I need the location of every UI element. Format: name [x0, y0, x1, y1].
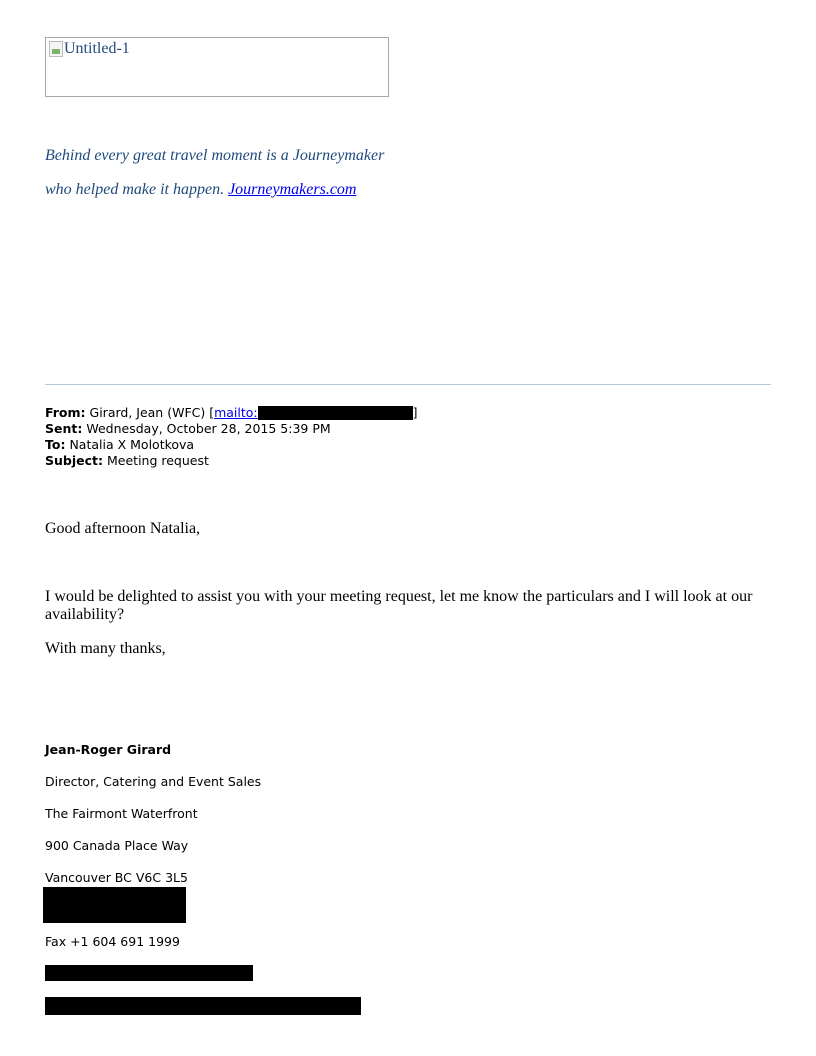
signature-fax: Fax +1 604 691 1999	[45, 934, 180, 949]
to-row	[45, 437, 418, 453]
closing: With many thanks,	[45, 640, 166, 657]
to-label: To:	[45, 437, 66, 452]
broken-image-icon	[49, 41, 63, 57]
subject-row	[45, 453, 418, 469]
signature-title: Director, Catering and Event Sales	[45, 774, 262, 789]
email-header	[45, 405, 418, 469]
banner-image-alt-text: Untitled-1	[64, 40, 130, 57]
signature-street: 900 Canada Place Way	[45, 838, 189, 853]
redacted-email	[258, 406, 413, 420]
sent-label: Sent:	[45, 421, 83, 436]
subject-value: Meeting request	[107, 453, 209, 468]
banner-image	[45, 37, 389, 97]
journeymakers-link[interactable]: Journeymakers.com	[228, 181, 357, 198]
tagline-line-1	[45, 147, 384, 165]
redacted-line-2	[45, 997, 361, 1015]
signature-name: Jean-Roger Girard	[45, 742, 172, 757]
tagline-text-2: who helped make it happen.	[45, 181, 225, 198]
redacted-line-1	[45, 965, 253, 981]
signature-city: Vancouver BC V6C 3L5	[45, 870, 188, 885]
mailto-link[interactable]: mailto:	[214, 405, 258, 420]
from-label: From:	[45, 405, 86, 420]
sent-value: Wednesday, October 28, 2015 5:39 PM	[86, 421, 331, 436]
from-row	[45, 405, 418, 421]
to-value: Natalia X Molotkova	[69, 437, 195, 452]
email-divider	[45, 384, 771, 385]
message-paragraph: I would be delighted to assist you with your meeting request, let me know the particulars and I will look at our availability?	[45, 588, 753, 623]
redacted-phone	[43, 887, 186, 923]
sent-row	[45, 421, 418, 437]
from-value: Girard, Jean (WFC) [	[89, 405, 215, 420]
subject-label: Subject:	[45, 453, 103, 468]
signature-company: The Fairmont Waterfront	[45, 806, 198, 821]
from-close-bracket: ]	[412, 405, 418, 420]
banner-image-alt	[49, 40, 130, 58]
tagline-text-1: Behind every great travel moment is a Journeymaker	[45, 147, 385, 164]
tagline-line-2	[45, 181, 356, 199]
greeting: Good afternoon Natalia,	[45, 520, 201, 537]
